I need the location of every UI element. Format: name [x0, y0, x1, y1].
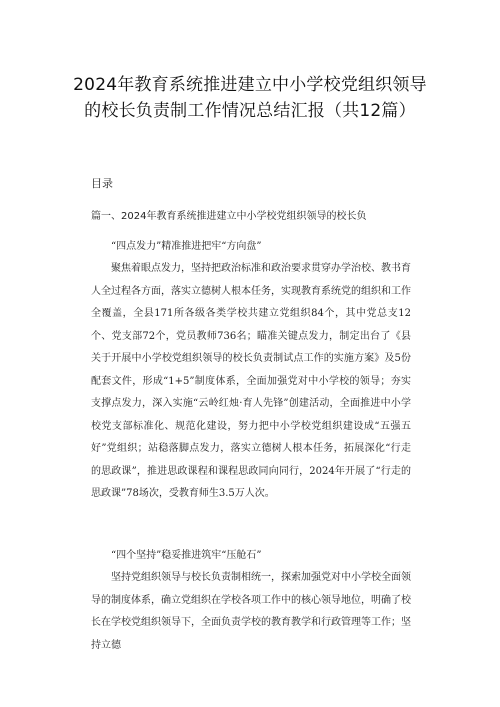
toc-heading: 目录 — [91, 177, 113, 190]
document-title: 2024年教育系统推进建立中小学校党组织领导的校长负责制工作情况总结汇报（共12篇） — [73, 75, 427, 121]
section-paragraph: 坚持党组织领导与校长负责制相统一，探索加强党对中小学校全面领导的制度体系，确立党组织在学校各项工作中的核心领导地位，明确了校长在学校党组织领导下，全面负责学校的教育教学和行政管理等工作；坚持立德 — [91, 572, 411, 651]
toc-item: 篇一、2024年教育系统推进建立中小学校党组织领导的校长负 — [91, 211, 367, 222]
section-heading: “四个坚持”稳妥推进筑牢“压舱石” — [111, 550, 262, 561]
section-heading: “四点发力”精准推进把牢“方向盘” — [111, 241, 262, 252]
section-paragraph: 聚焦着眼点发力，坚持把政治标准和政治要求贯穿办学治校、教书育人全过程各方面，落实立德树人根本任务，实现教育系统党的组织和工作全覆盖，全县171所各级各类学校共建立党组织84个，其中党总支12个、党支部72个，党员教师736名；瞄准关键点发力，制定出台了《县关于开展中小学校党组织领导的校长负责制试点工作的实施方案》及5份配套文件，形成“1+5”制度体系，全面加强党对中小学校的领导；夯实支撑点发力，深入实施“云岭红烛·育人先锋”创建活动，全面推进中小学校党支部标准化、规范化建设，努力把中小学校党组织建设成“五强五好”党组织；站稳落脚点发力，落实立德树人根本任务，拓展深化“行走的思政课”，推进思政课程和课程思政同向同行，2024年开展了“行走的思政课”78场次，受教育师生3.5万人次。 — [91, 263, 411, 499]
